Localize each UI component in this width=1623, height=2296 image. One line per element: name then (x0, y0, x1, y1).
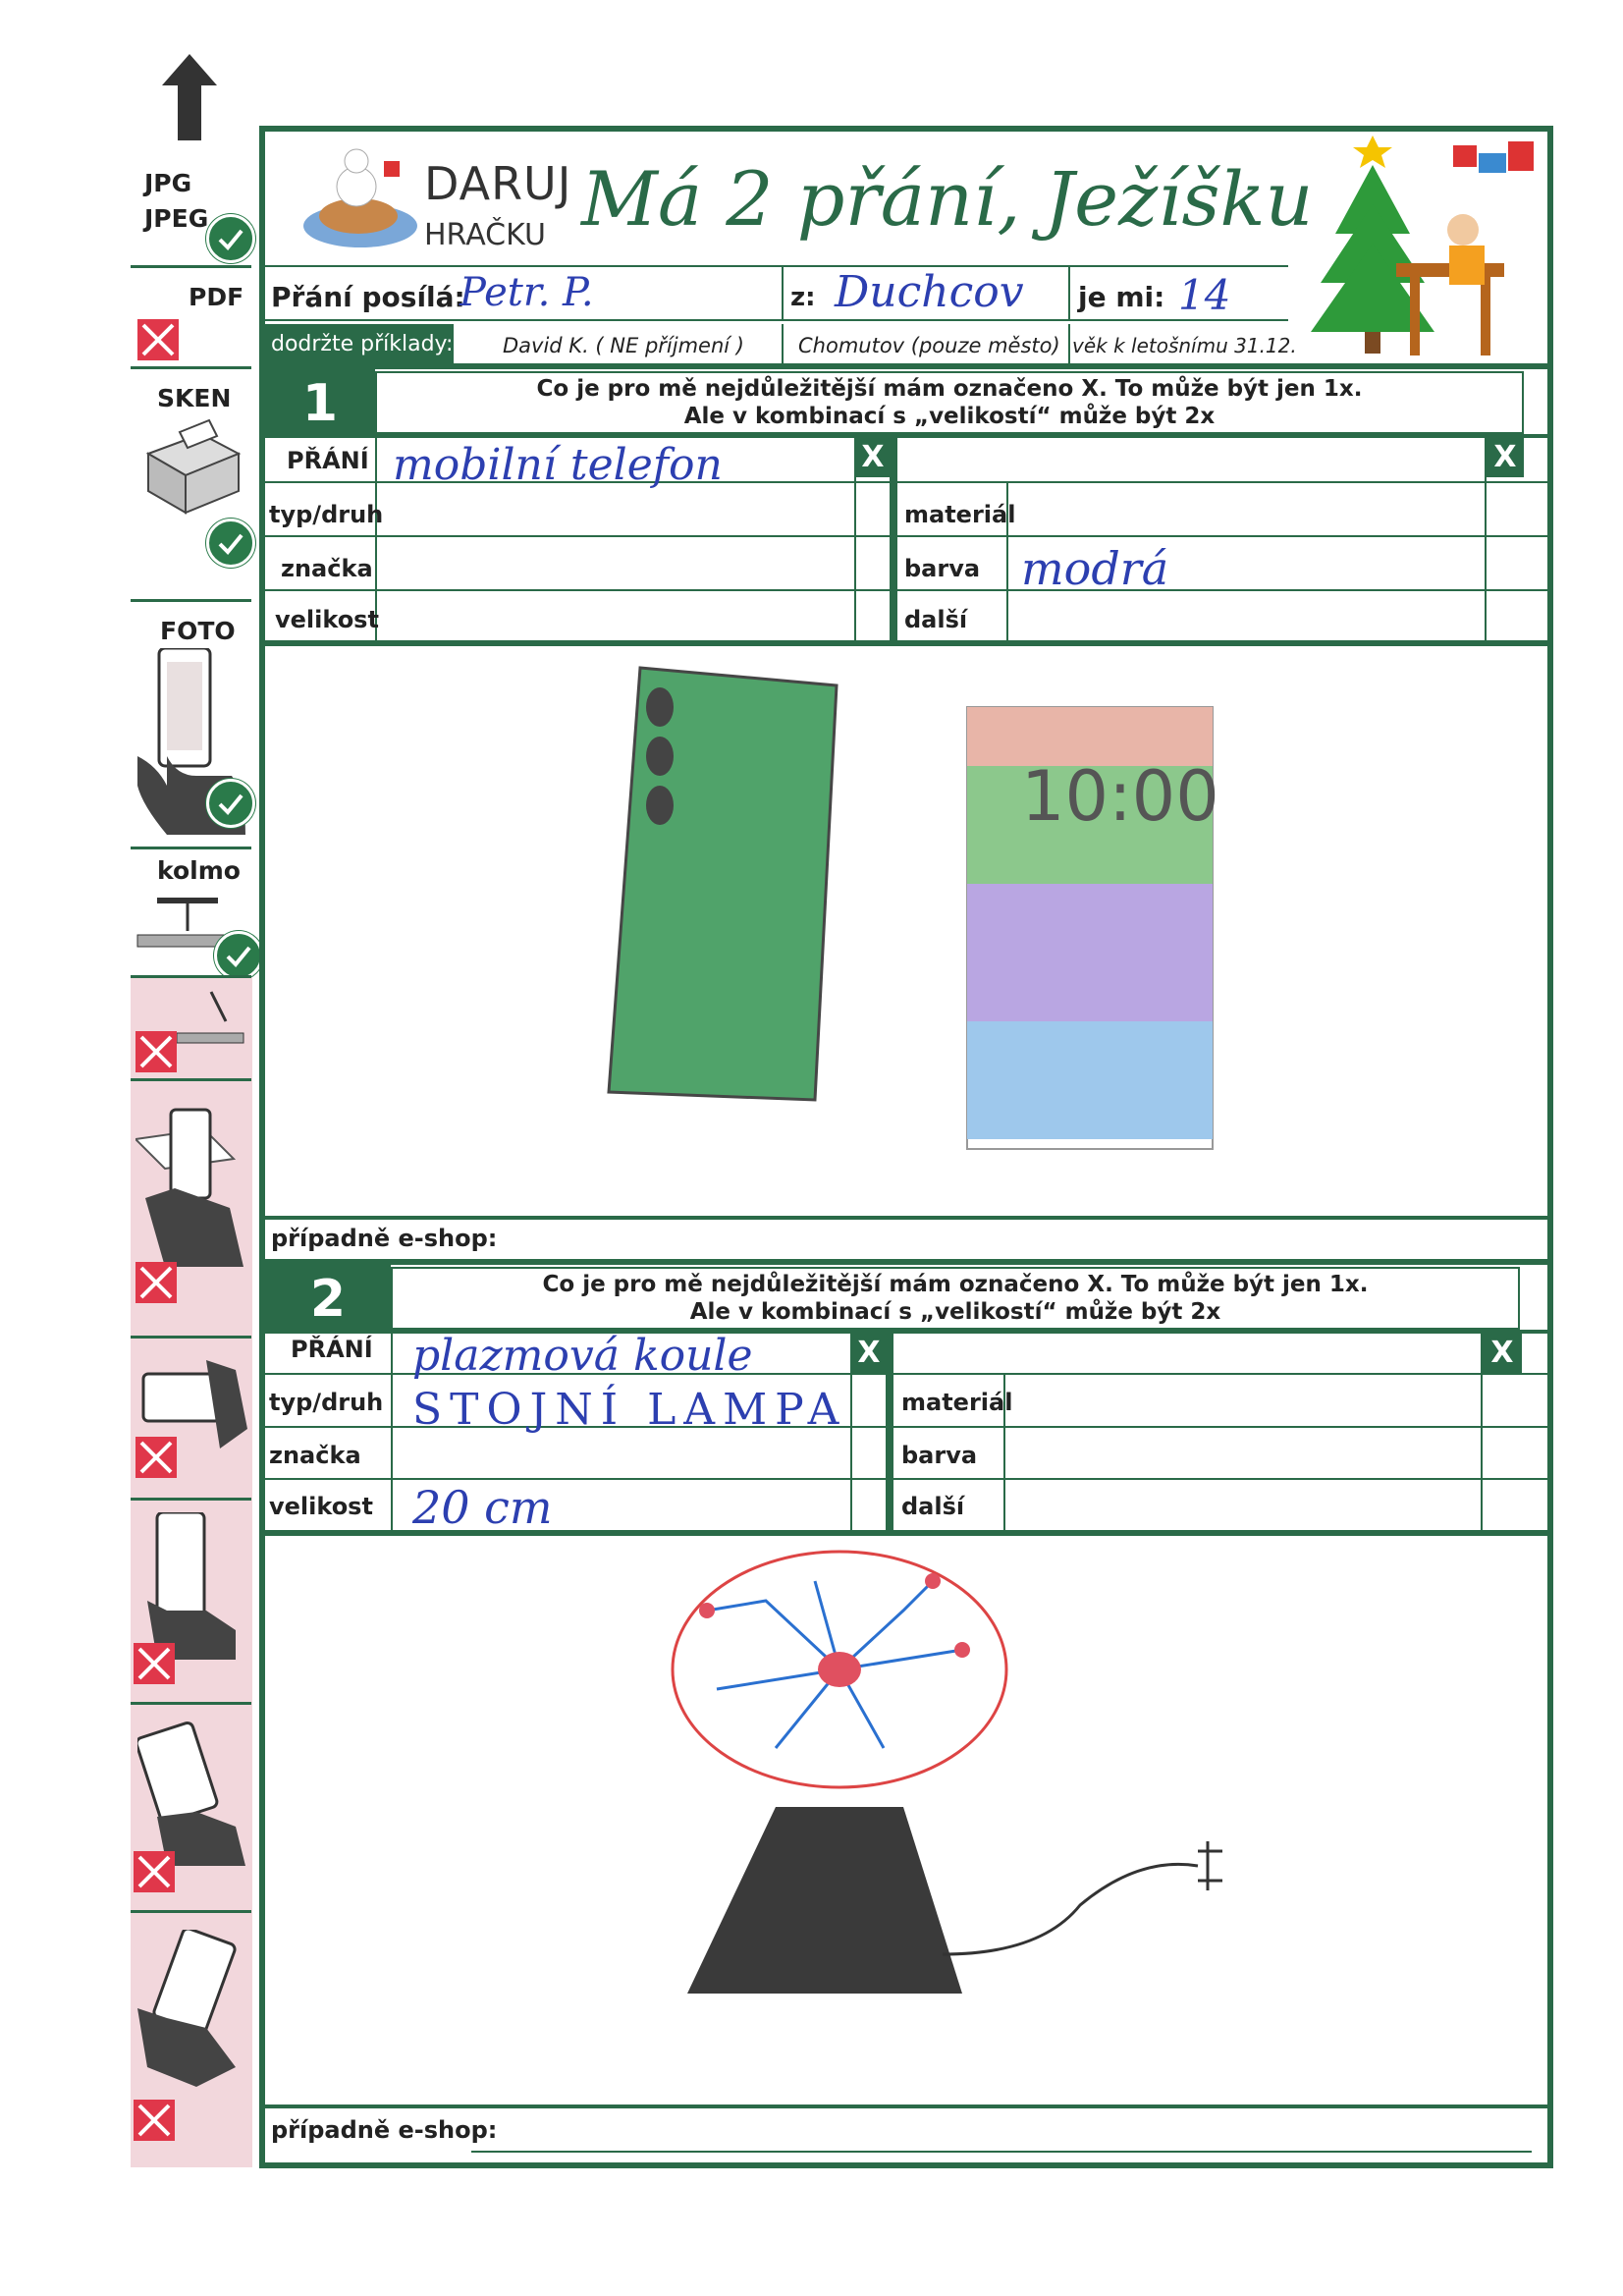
type-label: typ/druh (269, 1389, 384, 1416)
sender-label: Přání posílá: (271, 281, 465, 313)
brand-label: značka (281, 555, 373, 582)
wish-rule: Co je pro mě nejdůležitější mám označeno X. To může být jen 1x. Ale v kombinací s „velikostí“ může být 2x (542, 1272, 1369, 1325)
cross-icon (134, 1643, 175, 1684)
check-icon (206, 779, 255, 828)
from-city[interactable]: Duchcov (835, 267, 1024, 317)
example-city: Chomutov (pouze město) (798, 334, 1060, 357)
color-value[interactable]: modrá (1021, 542, 1169, 595)
arrow-up-icon (162, 54, 217, 140)
phone-in-hand-icon (147, 1512, 245, 1660)
color-label: barva (901, 1442, 978, 1469)
size-value[interactable]: 20 cm (412, 1481, 553, 1534)
wish-value[interactable]: plazmová koule (412, 1331, 753, 1381)
format-pdf-label: PDF (189, 283, 244, 311)
perpendicular-label: kolmo (157, 856, 241, 885)
priority-x-mark[interactable]: X (856, 438, 890, 477)
priority-x-mark[interactable]: X (1487, 438, 1524, 477)
wish-value[interactable]: mobilní telefon (393, 440, 723, 490)
examples-label: dodržte příklady: (271, 332, 454, 356)
wish-rule: Co je pro mě nejdůležitější mám označeno X. To může být jen 1x. Ale v kombinací s „velikostí“ může být 2x (536, 376, 1363, 429)
prani-label: PŘÁNÍ (287, 447, 369, 474)
size-label: velikost (269, 1493, 373, 1520)
logo-hracku: HRAČKU (424, 218, 546, 252)
scan-label: SKEN (157, 384, 232, 412)
age-value[interactable]: 14 (1178, 271, 1231, 319)
format-jpeg-label: JPEG (144, 204, 209, 233)
priority-x-mark[interactable]: X (852, 1334, 886, 1373)
from-label: z: (790, 283, 816, 312)
scanner-icon (140, 414, 244, 522)
cross-icon (135, 1437, 177, 1478)
age-label: je mi: (1078, 281, 1165, 313)
check-icon (206, 214, 255, 263)
phone-back-drawing (589, 658, 844, 1110)
eshop-label: případně e-shop: (271, 1225, 498, 1252)
eshop-label: případně e-shop: (271, 2116, 498, 2144)
type-label: typ/druh (269, 501, 384, 528)
check-icon (206, 519, 255, 568)
page-title: Má 2 přání, Ježíšku (581, 155, 1314, 243)
snowman-logo-icon (299, 147, 422, 250)
plasma-ball-drawing (628, 1542, 1316, 2033)
brand-label: značka (269, 1442, 361, 1469)
other-label: další (901, 1493, 965, 1520)
photo-label: FOTO (160, 617, 236, 645)
prani-label: PŘÁNÍ (291, 1336, 373, 1363)
other-label: další (904, 606, 968, 633)
cross-icon (137, 319, 179, 360)
sender-name[interactable]: Petr. P. (460, 270, 594, 315)
material-label: materiál (904, 501, 1016, 528)
christmas-tree-child-icon (1306, 136, 1542, 363)
color-label: barva (904, 555, 981, 582)
wish-number: 1 (265, 369, 375, 438)
phone-landscape-icon (137, 1360, 250, 1449)
check-icon (214, 931, 263, 980)
logo-daruj: DARUJ (424, 157, 572, 210)
format-jpg-label: JPG (144, 169, 192, 197)
size-label: velikost (275, 606, 379, 633)
type-value[interactable]: STOJNÍ LAMPA (412, 1385, 847, 1435)
example-age: věk k letošnímu 31.12. (1072, 334, 1297, 357)
material-label: materiál (901, 1389, 1013, 1416)
phone-over-paper-icon (135, 1090, 248, 1267)
cross-icon (134, 1851, 175, 1892)
phone-tilted-icon (137, 1719, 250, 1866)
priority-x-mark[interactable]: X (1483, 1334, 1522, 1373)
wish-number: 2 (265, 1265, 391, 1334)
cross-icon (135, 1031, 177, 1072)
phone-tilted-icon (137, 1930, 250, 2087)
clock-time: 10:00 (1021, 756, 1219, 837)
example-name: David K. ( NE příjmení ) (503, 334, 744, 357)
cross-icon (135, 1262, 177, 1303)
cross-icon (134, 2100, 175, 2141)
